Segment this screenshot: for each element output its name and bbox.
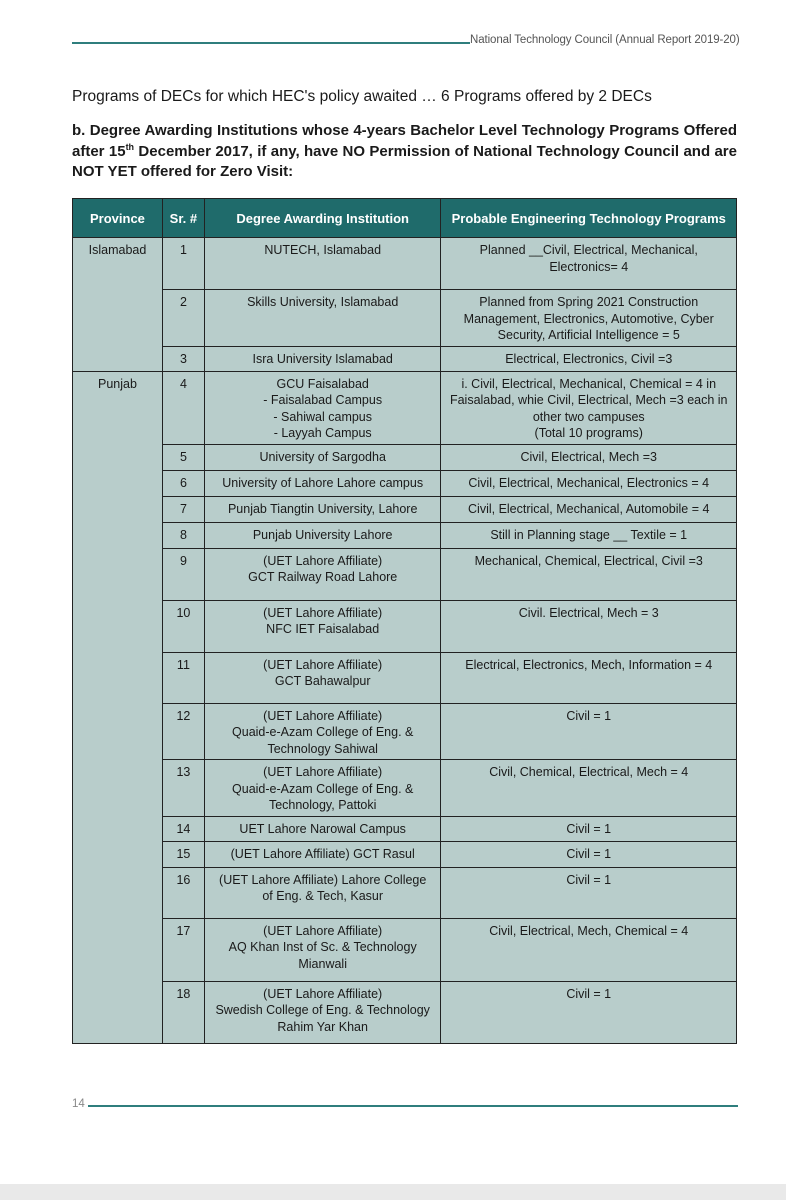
programs-cell: Civil, Electrical, Mechanical, Electronics = 4	[441, 470, 737, 496]
programs-cell: Civil = 1	[441, 867, 737, 918]
table-row	[73, 470, 737, 496]
programs-cell: Planned from Spring 2021 Construction Management, Electronics, Automotive, Cyber Security, Artificial Intelligence = 5	[441, 290, 737, 347]
programs-cell: Mechanical, Chemical, Electrical, Civil =3	[441, 548, 737, 600]
sr-cell: 7	[162, 496, 204, 522]
table-row	[73, 238, 737, 290]
programs-cell: Civil = 1	[441, 816, 737, 841]
sr-cell: 18	[162, 981, 204, 1043]
institution-cell: University of Lahore Lahore campus	[204, 470, 441, 496]
table-row	[73, 600, 737, 652]
programs-cell: Still in Planning stage __ Textile = 1	[441, 522, 737, 548]
programs-cell: Electrical, Electronics, Civil =3	[441, 346, 737, 371]
section-b-text-1: b. Degree Awarding Institutions whose 4-years Bachelor Level Technology Programs Offered after 15	[72, 122, 737, 160]
institution-cell: Punjab University Lahore	[204, 522, 441, 548]
sr-cell: 17	[162, 918, 204, 981]
sr-cell: 3	[162, 346, 204, 371]
programs-cell: Civil = 1	[441, 703, 737, 760]
institution-cell: Isra University Islamabad	[204, 346, 441, 371]
institution-cell: (UET Lahore Affiliate) GCT Railway Road Lahore	[204, 548, 441, 600]
institution-cell: (UET Lahore Affiliate) Quaid-e-Azam College of Eng. & Technology, Pattoki	[204, 760, 441, 817]
institutions-table	[72, 198, 737, 1044]
sr-cell: 15	[162, 841, 204, 867]
sr-cell: 1	[162, 238, 204, 290]
sr-cell: 10	[162, 600, 204, 652]
sr-cell: 2	[162, 290, 204, 347]
programs-cell: Civil = 1	[441, 841, 737, 867]
table-row	[73, 652, 737, 703]
sr-cell: 5	[162, 444, 204, 470]
sr-cell: 9	[162, 548, 204, 600]
page-number: 14	[72, 1098, 85, 1110]
table-row	[73, 371, 737, 444]
institution-cell: (UET Lahore Affiliate) AQ Khan Inst of Sc. & Technology Mianwali	[204, 918, 441, 981]
programs-cell: Civil, Electrical, Mech =3	[441, 444, 737, 470]
table-row	[73, 918, 737, 981]
col-header-province: Province	[73, 199, 163, 238]
col-header-programs: Probable Engineering Technology Programs	[441, 199, 737, 238]
institution-cell: GCU Faisalabad - Faisalabad Campus - Sahiwal campus - Layyah Campus	[204, 371, 441, 444]
table-row	[73, 867, 737, 918]
table-row	[73, 703, 737, 760]
sr-cell: 11	[162, 652, 204, 703]
table-row	[73, 346, 737, 371]
institution-cell: Skills University, Islamabad	[204, 290, 441, 347]
table-row	[73, 496, 737, 522]
institution-cell: (UET Lahore Affiliate) Swedish College of Eng. & Technology Rahim Yar Khan	[204, 981, 441, 1043]
intro-text: Programs of DECs for which HEC's policy awaited … 6 Programs offered by 2 DECs	[72, 88, 652, 105]
table-header-row	[73, 199, 737, 238]
table-row	[73, 548, 737, 600]
institution-cell: (UET Lahore Affiliate) Lahore College of Eng. & Tech, Kasur	[204, 867, 441, 918]
col-header-sr: Sr. #	[162, 199, 204, 238]
table-row	[73, 522, 737, 548]
table-body	[73, 238, 737, 1044]
programs-cell: Civil, Chemical, Electrical, Mech = 4	[441, 760, 737, 817]
table-row	[73, 290, 737, 347]
programs-cell: Electrical, Electronics, Mech, Information = 4	[441, 652, 737, 703]
section-b-text-2: December 2017, if any, have NO Permission of National Technology Council and are NOT YET offered for Zero Visit:	[72, 142, 737, 180]
institution-cell: (UET Lahore Affiliate) GCT Rasul	[204, 841, 441, 867]
sr-cell: 13	[162, 760, 204, 817]
institution-cell: (UET Lahore Affiliate) NFC IET Faisalabad	[204, 600, 441, 652]
header-rule	[72, 42, 470, 44]
institution-cell: UET Lahore Narowal Campus	[204, 816, 441, 841]
institution-cell: (UET Lahore Affiliate) Quaid-e-Azam College of Eng. & Technology Sahiwal	[204, 703, 441, 760]
table-row	[73, 841, 737, 867]
programs-cell: Civil, Electrical, Mech, Chemical = 4	[441, 918, 737, 981]
table-row	[73, 760, 737, 817]
sr-cell: 8	[162, 522, 204, 548]
programs-cell: i. Civil, Electrical, Mechanical, Chemical = 4 in Faisalabad, whie Civil, Electrical, Mech =3 each in other two campuses (Total 10 programs)	[441, 371, 737, 444]
institution-cell: Punjab Tiangtin University, Lahore	[204, 496, 441, 522]
institution-cell: (UET Lahore Affiliate) GCT Bahawalpur	[204, 652, 441, 703]
programs-cell: Civil. Electrical, Mech = 3	[441, 600, 737, 652]
table-row	[73, 444, 737, 470]
viewer-bottom-strip	[0, 1184, 786, 1200]
programs-cell: Planned __Civil, Electrical, Mechanical, Electronics= 4	[441, 238, 737, 290]
programs-cell: Civil = 1	[441, 981, 737, 1043]
sr-cell: 14	[162, 816, 204, 841]
table-row	[73, 981, 737, 1043]
institution-cell: NUTECH, Islamabad	[204, 238, 441, 290]
section-b-superscript: th	[125, 141, 135, 152]
sr-cell: 12	[162, 703, 204, 760]
section-b-heading	[72, 121, 737, 183]
institution-cell: University of Sargodha	[204, 444, 441, 470]
programs-cell: Civil, Electrical, Mechanical, Automobile = 4	[441, 496, 737, 522]
table-row	[73, 816, 737, 841]
sr-cell: 6	[162, 470, 204, 496]
sr-cell: 16	[162, 867, 204, 918]
province-cell: Punjab	[73, 371, 163, 1043]
report-title: National Technology Council (Annual Report 2019-20)	[470, 34, 740, 46]
sr-cell: 4	[162, 371, 204, 444]
footer-rule	[88, 1105, 738, 1107]
province-cell: Islamabad	[73, 238, 163, 372]
col-header-institution: Degree Awarding Institution	[204, 199, 441, 238]
